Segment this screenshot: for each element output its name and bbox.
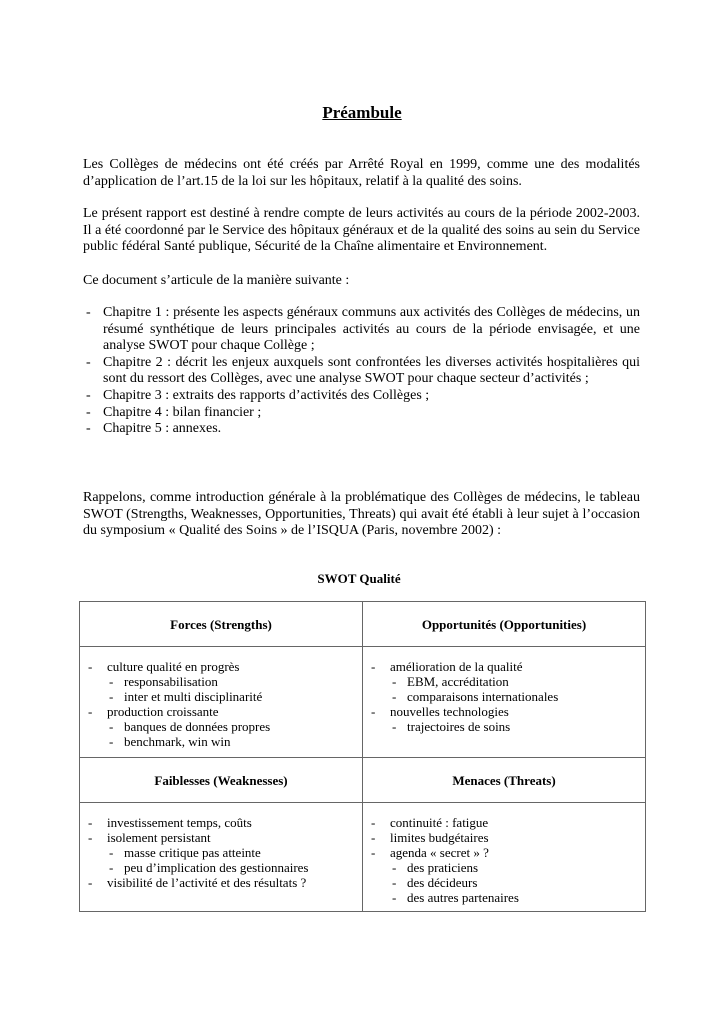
page-title: Préambule	[322, 103, 402, 122]
menaces-item	[363, 830, 641, 845]
opportunites-header: Opportunités (Opportunities)	[363, 602, 646, 647]
faiblesses-item-text: visibilité de l’activité et des résultats ?	[107, 875, 307, 890]
forces-cell	[80, 647, 363, 758]
dash-marker: -	[371, 815, 376, 830]
chapter-item-text: Chapitre 5 : annexes.	[103, 421, 222, 437]
faiblesses-item-text: investissement temps, coûts	[107, 815, 252, 830]
dash-marker: -	[392, 860, 397, 875]
forces-item-sub-text: benchmark, win win	[124, 734, 231, 749]
dash-marker: -	[88, 875, 93, 890]
menaces-header: Menaces (Threats)	[363, 758, 646, 803]
swot-content-row-top	[80, 647, 646, 758]
menaces-item-sub-text: des autres partenaires	[407, 890, 519, 905]
opportunites-item-sub-text: trajectoires de soins	[407, 719, 511, 734]
faiblesses-item-sub	[80, 845, 358, 860]
swot-header-row-bottom	[80, 758, 646, 803]
paragraph-colleges-creation: Les Collèges de médecins ont été créés par Arrêté Royal en 1999, comme une des modalités d’application de l’art.15 de la loi sur les hôpitaux, relatif à la qualité des soins.	[83, 157, 640, 189]
menaces-item	[363, 845, 641, 860]
dash-marker: -	[88, 830, 93, 845]
swot-table-caption: SWOT Qualité	[317, 571, 401, 586]
menaces-item-sub-text: des praticiens	[407, 860, 479, 875]
menaces-cell	[363, 803, 646, 912]
swot-header-row-top	[80, 602, 646, 647]
faiblesses-item	[80, 830, 358, 845]
menaces-item-text: continuité : fatigue	[390, 815, 489, 830]
chapter-item	[83, 355, 640, 388]
forces-item-sub-text: inter et multi disciplinarité	[124, 689, 263, 704]
faiblesses-item-text: isolement persistant	[107, 830, 211, 845]
forces-item-sub-text: banques de données propres	[124, 719, 271, 734]
faiblesses-item	[80, 875, 358, 890]
menaces-item-text: limites budgétaires	[390, 830, 489, 845]
dash-marker: -	[86, 305, 91, 320]
faiblesses-item-sub-text: peu d’implication des gestionnaires	[124, 860, 309, 875]
forces-item-sub	[80, 689, 358, 704]
opportunites-item-text: nouvelles technologies	[390, 704, 509, 719]
swot-table	[79, 601, 646, 912]
faiblesses-header: Faiblesses (Weaknesses)	[80, 758, 363, 803]
faiblesses-item-sub	[80, 860, 358, 875]
forces-item	[80, 659, 358, 674]
dash-marker: -	[371, 659, 376, 674]
dash-marker: -	[392, 890, 397, 905]
opportunites-item-sub	[363, 674, 641, 689]
forces-item-sub-text: responsabilisation	[124, 674, 218, 689]
dash-marker: -	[392, 875, 397, 890]
dash-marker: -	[109, 674, 114, 689]
chapter-item-text: Chapitre 4 : bilan financier ;	[103, 404, 262, 420]
forces-item-sub	[80, 719, 358, 734]
dash-marker: -	[371, 845, 376, 860]
dash-marker: -	[109, 689, 114, 704]
swot-content-row-bottom	[80, 803, 646, 912]
menaces-item	[363, 815, 641, 830]
dash-marker: -	[86, 404, 91, 420]
dash-marker: -	[109, 845, 114, 860]
chapter-list	[83, 305, 640, 438]
dash-marker: -	[88, 659, 93, 674]
opportunites-cell	[363, 647, 646, 758]
chapter-item	[83, 421, 640, 438]
dash-marker: -	[86, 421, 91, 437]
opportunites-item-text: amélioration de la qualité	[390, 659, 523, 674]
opportunites-item-sub-text: comparaisons internationales	[407, 689, 559, 704]
forces-item-text: culture qualité en progrès	[107, 659, 240, 674]
dash-marker: -	[109, 719, 114, 734]
opportunites-item-sub	[363, 719, 641, 734]
forces-item-sub	[80, 734, 358, 749]
paragraph-report-purpose: Le présent rapport est destiné à rendre compte de leurs activités au cours de la période 2002-2003. Il a été coordonné par le Service des hôpitaux généraux et de la qualité des soins au sein du Service public fédéral Santé publique, Sécurité de la Chaîne alimentaire et Environnement.	[83, 206, 640, 255]
dash-marker: -	[88, 704, 93, 719]
forces-header: Forces (Strengths)	[80, 602, 363, 647]
menaces-item-sub	[363, 890, 641, 905]
dash-marker: -	[371, 704, 376, 719]
chapter-item-text: Chapitre 2 : décrit les enjeux auxquels sont confrontées les diverses activités hospitalières qui sont du ressort des Collèges, avec une analyse SWOT pour chaque secteur d’activités ;	[103, 354, 640, 387]
paragraph-structure-intro: Ce document s’articule de la manière suivante :	[83, 273, 350, 288]
chapter-item	[83, 405, 640, 422]
menaces-item-sub	[363, 875, 641, 890]
faiblesses-item	[80, 815, 358, 830]
forces-item-sub	[80, 674, 358, 689]
dash-marker: -	[86, 354, 91, 370]
faiblesses-item-sub-text: masse critique pas atteinte	[124, 845, 261, 860]
dash-marker: -	[109, 734, 114, 749]
chapter-item-text: Chapitre 1 : présente les aspects généraux communs aux activités des Collèges de médecins, un résumé synthétique de leurs principales activités au cours de la période envisagée, et une analyse SWOT pour chaque Collège ;	[103, 305, 640, 354]
dash-marker: -	[392, 719, 397, 734]
menaces-item-sub	[363, 860, 641, 875]
chapter-item	[83, 305, 640, 355]
chapter-item	[83, 388, 640, 405]
faiblesses-cell	[80, 803, 363, 912]
menaces-item-sub-text: des décideurs	[407, 875, 478, 890]
opportunites-item-sub	[363, 689, 641, 704]
dash-marker: -	[88, 815, 93, 830]
forces-item	[80, 704, 358, 719]
dash-marker: -	[86, 387, 91, 403]
dash-marker: -	[392, 689, 397, 704]
paragraph-swot-intro: Rappelons, comme introduction générale à la problématique des Collèges de médecins, le tableau SWOT (Strengths, Weaknesses, Opportunities, Threats) qui avait été établi à leur sujet à l’occasion du symposium « Qualité des Soins » de l’ISQUA (Paris, novembre 2002) :	[83, 490, 640, 539]
forces-item-text: production croissante	[107, 704, 219, 719]
dash-marker: -	[392, 674, 397, 689]
menaces-item-text: agenda « secret » ?	[390, 845, 489, 860]
opportunites-item	[363, 704, 641, 719]
opportunites-item-sub-text: EBM, accréditation	[407, 674, 509, 689]
dash-marker: -	[109, 860, 114, 875]
opportunites-item	[363, 659, 641, 674]
chapter-item-text: Chapitre 3 : extraits des rapports d’activités des Collèges ;	[103, 387, 430, 403]
dash-marker: -	[371, 830, 376, 845]
